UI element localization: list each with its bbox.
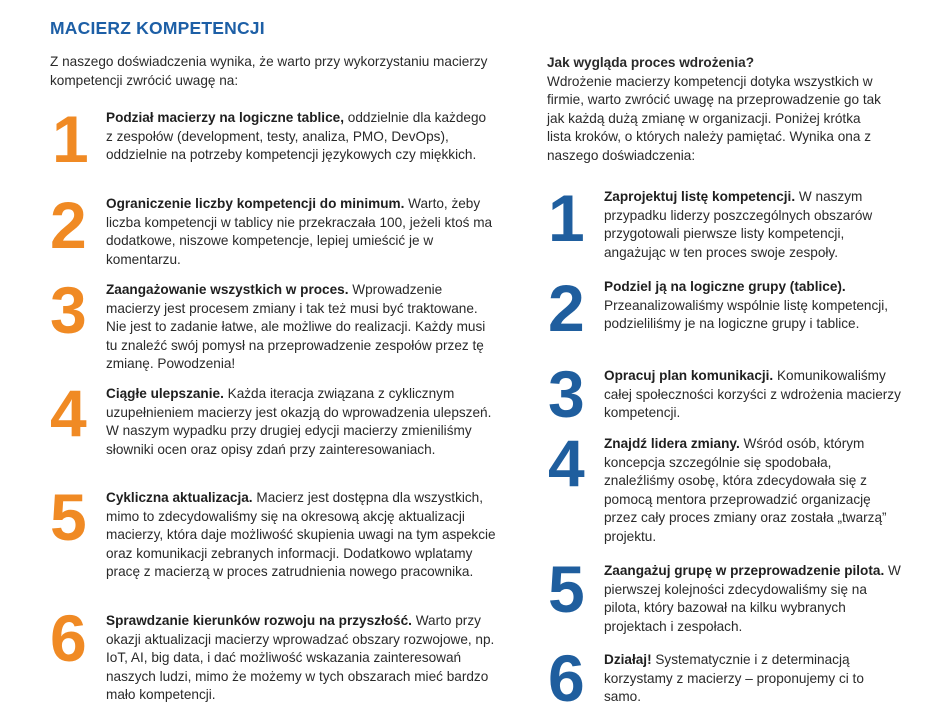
page-title: MACIERZ KOMPETENCJI <box>50 18 265 38</box>
item-body: Wśród osób, którym koncepcja szczególnie się spodobała, znaleźliśmy osobę, która zdecydowała się z pomocą mentora przeprowadzić organizację przez cały proces zmiany oraz została „twarzą” projektu. <box>604 436 887 544</box>
item-text <box>106 109 496 165</box>
item-text <box>106 385 496 459</box>
item-number: 3 <box>50 273 87 347</box>
right-intro-text: Wdrożenie macierzy kompetencji dotyka wszystkich w firmie, warto zwrócić uwagę na przeprowadzenie go tak jak każdą dużą zmianę w organizacji. Poniżej krótka lista kroków, o których należy pamiętać. Wynika ona z naszego doświadczenia: <box>547 73 881 163</box>
item-lead: Podział macierzy na logiczne tablice, <box>106 110 344 125</box>
item-text <box>106 612 496 705</box>
item-lead: Sprawdzanie kierunków rozwoju na przyszłość. <box>106 613 412 628</box>
item-text <box>106 195 496 269</box>
item-lead: Opracuj plan komunikacji. <box>604 368 774 383</box>
item-lead: Zaangażuj grupę w przeprowadzenie pilota. <box>604 563 885 578</box>
item-number: 6 <box>548 641 585 715</box>
item-lead: Podziel ją na logiczne grupy (tablice). <box>604 279 846 294</box>
item-text <box>604 278 904 334</box>
item-body: Każda iteracja związana z cyklicznym uzupełnieniem macierzy jest okazją do wprowadzenia ulepszeń. W naszym wypadku przy drugiej edycji macierzy zmieniliśmy słowniki ocen oraz opisy zdań przy zainteresowaniach. <box>106 386 492 457</box>
item-body: Przeanalizowaliśmy wspólnie listę kompetencji, podzieliliśmy je na logiczne grupy i tablice. <box>604 297 889 331</box>
item-body: Systematycznie i z determinacją korzystamy z macierzy – proponujemy ci to samo. <box>604 652 864 704</box>
item-text <box>106 489 496 582</box>
item-text <box>604 651 904 707</box>
item-lead: Działaj! <box>604 652 652 667</box>
right-intro <box>547 54 887 165</box>
item-text <box>604 188 904 262</box>
item-number: 3 <box>548 357 585 431</box>
item-lead: Zaprojektuj listę kompetencji. <box>604 189 796 204</box>
left-intro: Z naszego doświadczenia wynika, że warto przy wykorzystaniu macierzy kompetencji zwrócić uwagę na: <box>50 54 488 88</box>
item-body: W pierwszej kolejności zdecydowaliśmy się na pilota, który bazował na kilku wybranych projektach i zespołach. <box>604 563 901 634</box>
item-body: Warto, żeby liczba kompetencji w tablicy nie przekraczała 100, jeżeli ktoś ma dodatkowe, niszowe kompetencje, lepiej umieścić je w komentarzu. <box>106 196 493 267</box>
item-body: W naszym przypadku liderzy poszczególnych obszarów przygotowali pierwsze listy kompetencji, angażując w ten proces swoje zespoły. <box>604 189 873 260</box>
item-number: 1 <box>548 181 585 255</box>
item-number: 4 <box>548 426 585 500</box>
item-body: Komunikowaliśmy całej społeczności korzyści z wdrożenia macierzy kompetencji. <box>604 368 901 420</box>
item-number: 2 <box>548 271 585 345</box>
item-number: 1 <box>52 102 89 176</box>
item-number: 6 <box>50 601 87 675</box>
item-lead: Cykliczna aktualizacja. <box>106 490 253 505</box>
item-body: Wprowadzenie macierzy jest procesem zmiany i tak też musi być traktowane. Nie jest to zadanie łatwe, ale możliwe do realizacji. Każdy musi tu znaleźć swój pomysł na przeprowadzenie zespołów przez tę zmianę. Powodzenia! <box>106 282 486 371</box>
item-text <box>604 562 904 636</box>
item-body: oddzielnie dla każdego z zespołów (development, testy, analiza, PMO, DevOps), oddzielnie na potrzeby kompetencji językowych czy miękkich. <box>106 110 487 162</box>
item-number: 5 <box>50 480 87 554</box>
item-text <box>604 367 904 423</box>
item-lead: Ciągłe ulepszanie. <box>106 386 224 401</box>
item-lead: Ograniczenie liczby kompetencji do minimum. <box>106 196 405 211</box>
item-text <box>604 435 904 546</box>
item-number: 4 <box>50 376 87 450</box>
item-body: Warto przy okazji aktualizacji macierzy wprowadzać obszary rozwojowe, np. IoT, AI, big data, i dać możliwość wskazania zainteresowań naszych ludzi, mimo że możemy w tych obszarach mieć bardzo mało kompetencji. <box>106 613 495 702</box>
item-text <box>106 281 496 374</box>
item-number: 5 <box>548 552 585 626</box>
item-body: Macierz jest dostępna dla wszystkich, mimo to zdecydowaliśmy się na okresową akcję aktualizacji macierzy, która daje możliwość skupienia uwagi na tym aspekcie oraz komunikacji zebranych informacji. Dodatkowo wplatamy pracę z macierzą w proces zatrudnienia nowego pracownika. <box>106 490 496 579</box>
item-lead: Znajdź lidera zmiany. <box>604 436 740 451</box>
item-number: 2 <box>50 188 87 262</box>
right-intro-heading: Jak wygląda proces wdrożenia? <box>547 55 754 70</box>
item-lead: Zaangażowanie wszystkich w proces. <box>106 282 349 297</box>
